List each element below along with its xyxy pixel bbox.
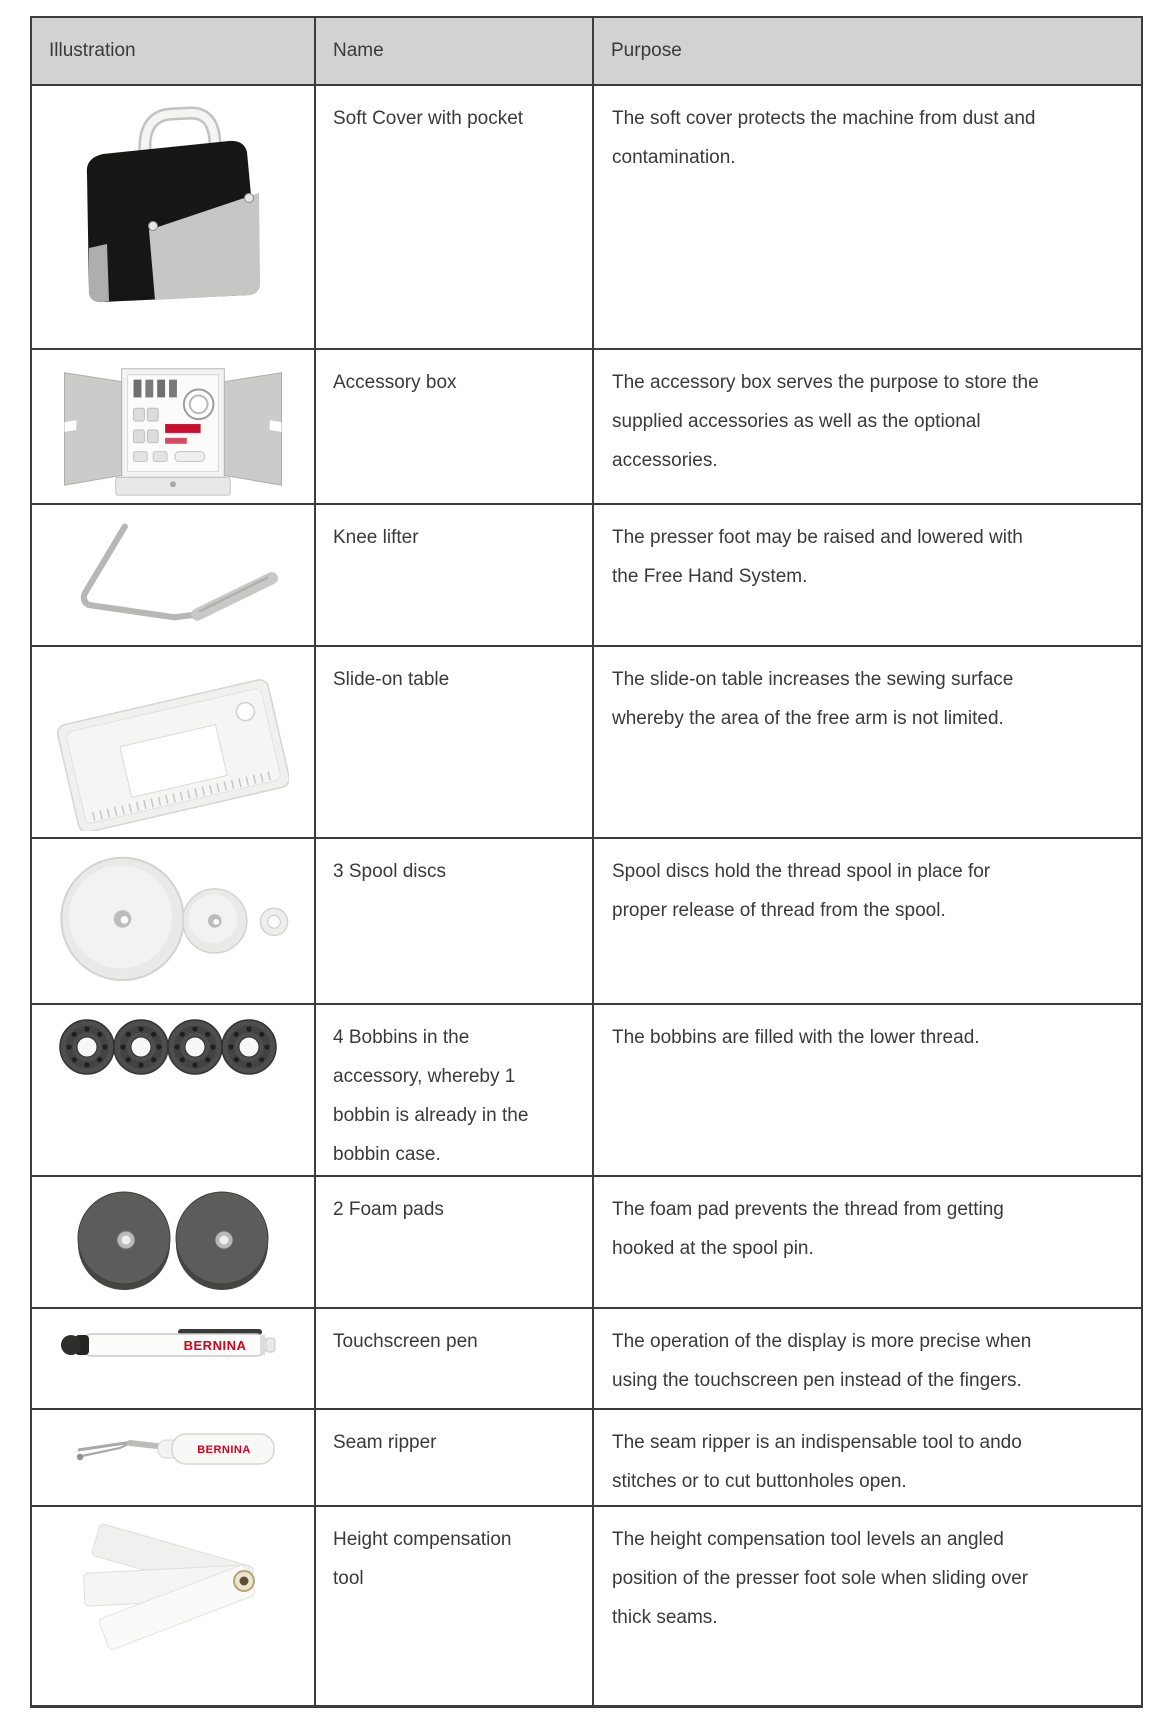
item-name: Knee lifter: [333, 527, 419, 548]
table-row: [32, 839, 1141, 1005]
table-row: [32, 505, 1141, 647]
purpose-cell: [594, 1309, 1141, 1408]
illustration-cell: [32, 1507, 316, 1705]
name-cell: [316, 86, 594, 348]
item-purpose: Spool discs hold the thread spool in place for proper release of thread from the spool.: [612, 861, 991, 921]
item-name: 4 Bobbins in the accessory, whereby 1 bobbin is already in the bobbin case.: [333, 1027, 529, 1165]
bobbins-icon: [59, 1017, 287, 1077]
accessory-box-icon: [53, 353, 293, 501]
table-row: [32, 350, 1141, 505]
illustration-cell: [32, 839, 316, 1003]
purpose-cell: [594, 350, 1141, 503]
item-purpose: The foam pad prevents the thread from getting hooked at the spool pin.: [612, 1199, 1004, 1259]
accessories-table: [30, 16, 1143, 1708]
illustration-cell: [32, 1005, 316, 1175]
foam-pads-icon: [68, 1189, 278, 1294]
name-cell: [316, 350, 594, 503]
table-row: [32, 1410, 1141, 1507]
purpose-cell: [594, 86, 1141, 348]
seam-ripper-icon: [68, 1420, 278, 1472]
table-row: [32, 1507, 1141, 1705]
purpose-cell: [594, 1005, 1141, 1175]
illustration-cell: [32, 1410, 316, 1505]
soft-cover-bag-icon: [63, 96, 283, 304]
table-row: [32, 1177, 1141, 1309]
item-purpose: The operation of the display is more precise when using the touchscreen pen instead of the fingers.: [612, 1331, 1032, 1391]
illustration-cell: [32, 86, 316, 348]
item-name: Accessory box: [333, 372, 457, 393]
item-purpose: The seam ripper is an indispensable tool to ando stitches or to cut buttonholes open.: [612, 1432, 1022, 1492]
purpose-cell: [594, 1507, 1141, 1705]
purpose-cell: [594, 1410, 1141, 1505]
item-name: Seam ripper: [333, 1432, 437, 1453]
item-name: Touchscreen pen: [333, 1331, 478, 1352]
table-row: [32, 647, 1141, 839]
item-name: Soft Cover with pocket: [333, 108, 524, 129]
illustration-cell: [32, 350, 316, 503]
item-purpose: The accessory box serves the purpose to store the supplied accessories as well as the optional accessories.: [612, 372, 1039, 471]
item-purpose: The bobbins are filled with the lower thread.: [612, 1027, 980, 1048]
item-name: Slide-on table: [333, 669, 450, 690]
touchscreen-pen-icon: [57, 1323, 289, 1367]
purpose-cell: [594, 505, 1141, 645]
table-row: [32, 1309, 1141, 1410]
height-compensation-tool-icon: [66, 1521, 281, 1681]
illustration-cell: [32, 1177, 316, 1307]
name-cell: [316, 1177, 594, 1307]
purpose-cell: [594, 1177, 1141, 1307]
illustration-cell: [32, 1309, 316, 1408]
item-purpose: The soft cover protects the machine from dust and contamination.: [612, 108, 1036, 168]
name-cell: [316, 505, 594, 645]
item-purpose: The slide-on table increases the sewing surface whereby the area of the free arm is not limited.: [612, 669, 1014, 729]
name-cell: [316, 839, 594, 1003]
item-purpose: The height compensation tool levels an angled position of the presser foot sole when sliding over thick seams.: [612, 1529, 1029, 1628]
name-cell: [316, 1410, 594, 1505]
name-cell: [316, 647, 594, 837]
item-name: 3 Spool discs: [333, 861, 447, 882]
header-purpose: Purpose: [611, 40, 682, 61]
header-name: Name: [316, 18, 594, 84]
name-cell: [316, 1507, 594, 1705]
table-row: [32, 86, 1141, 350]
purpose-cell: [594, 647, 1141, 837]
name-cell: [316, 1309, 594, 1408]
item-purpose: The presser foot may be raised and lowered with the Free Hand System.: [612, 527, 1023, 587]
table-header-row: [32, 18, 1141, 86]
bernina-logo-text: BERNINA: [197, 1444, 251, 1456]
item-name: 2 Foam pads: [333, 1199, 444, 1220]
knee-lifter-icon: [61, 519, 286, 624]
item-name: Height compensation tool: [333, 1529, 512, 1589]
table-row: [32, 1005, 1141, 1177]
spool-discs-icon: [53, 849, 293, 985]
purpose-cell: [594, 839, 1141, 1003]
illustration-cell: [32, 505, 316, 645]
illustration-cell: [32, 647, 316, 837]
slide-on-table-icon: [57, 659, 289, 831]
bernina-logo-text: BERNINA: [183, 1338, 247, 1353]
header-illustration: Illustration: [32, 18, 316, 84]
name-cell: [316, 1005, 594, 1175]
